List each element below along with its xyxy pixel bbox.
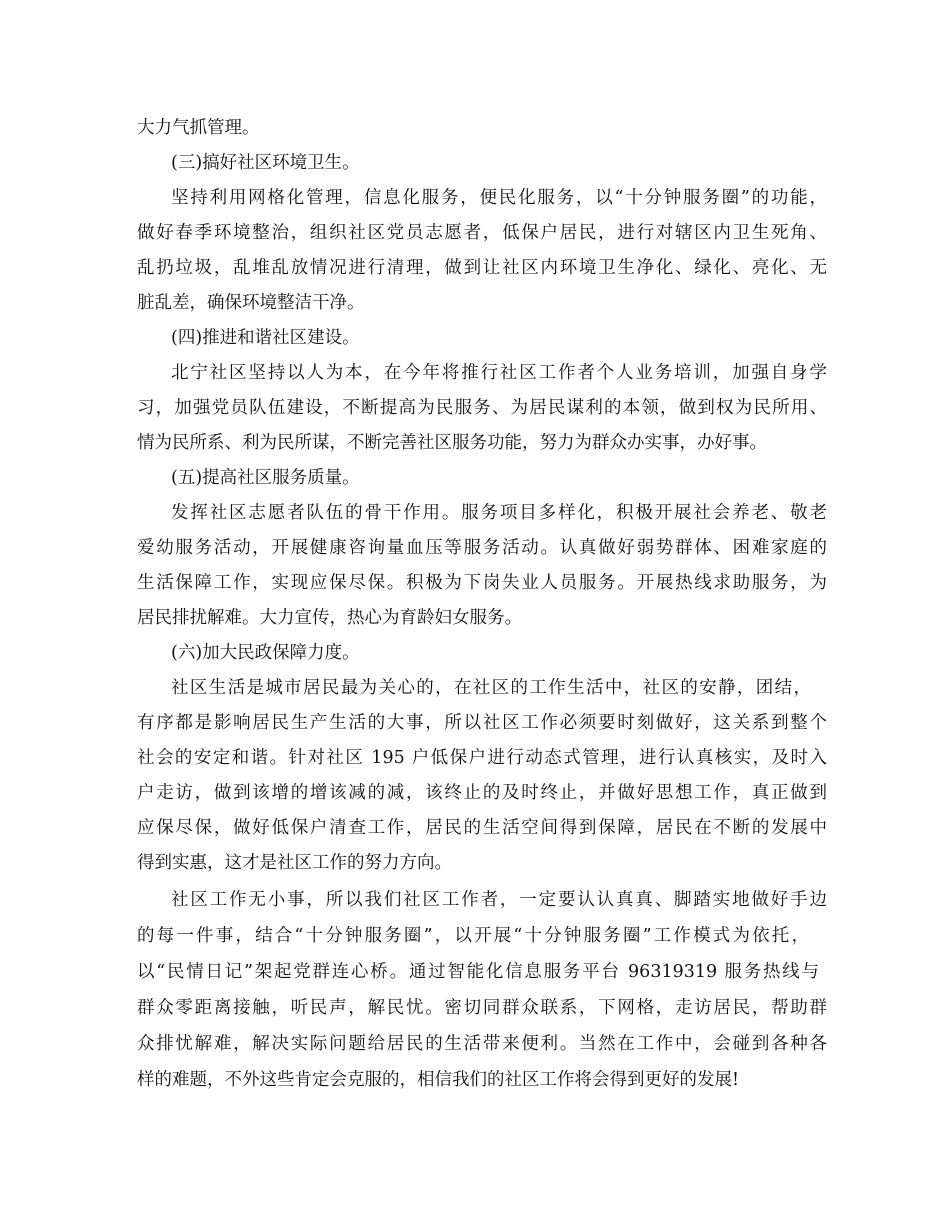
paragraph-line: 乱扔垃圾，乱堆乱放情况进行清理，做到让社区内环境卫生净化、绿化、亮化、无 xyxy=(137,258,827,278)
paragraph-line: 应保尽保，做好低保户清查工作，居民的生活空间得到保障，居民在不断的发展中 xyxy=(137,818,827,838)
section-heading: (五)提高社区服务质量。 xyxy=(171,468,360,488)
paragraph-line: 群众零距离接触，听民声，解民忧。密切同群众联系，下网格，走访居民，帮助群 xyxy=(137,998,827,1018)
paragraph-line: 发挥社区志愿者队伍的骨干作用。服务项目多样化，积极开展社会养老、敬老 xyxy=(171,503,827,523)
paragraph-line: 情为民所系、利为民所谋，不断完善社区服务功能，努力为群众办实事，办好事。 xyxy=(137,433,767,453)
paragraph-line: 得到实惠，这才是社区工作的努力方向。 xyxy=(137,853,452,873)
paragraph-line: 以“民情日记”架起党群连心桥。通过智能化信息服务平台 96319319 服务热线与 xyxy=(137,962,819,982)
section-heading: (四)推进和谐社区建设。 xyxy=(171,328,360,348)
paragraph-line: 爱幼服务活动，开展健康咨询量血压等服务活动。认真做好弱势群体、困难家庭的 xyxy=(137,538,827,558)
paragraph-line: 北宁社区坚持以人为本，在今年将推行社区工作者个人业务培训，加强自身学 xyxy=(171,363,827,383)
paragraph-line: 社区工作无小事，所以我们社区工作者，一定要认认真真、脚踏实地做好手边 xyxy=(171,890,827,910)
paragraph-line: 户走访，做到该增的增该减的减，该终止的及时终止，并做好思想工作，真正做到 xyxy=(137,783,827,803)
section-heading: (六)加大民政保障力度。 xyxy=(171,643,360,663)
paragraph-line: 做好春季环境整治，组织社区党员志愿者，低保户居民，进行对辖区内卫生死角、 xyxy=(137,223,827,243)
paragraph-line: 生活保障工作，实现应保尽保。积极为下岗失业人员服务。开展热线求助服务，为 xyxy=(137,573,827,593)
paragraph-line: 的每一件事，结合“十分钟服务圈”，以开展“十分钟服务圈”工作模式为依托， xyxy=(137,926,809,946)
paragraph-line: 有序都是影响居民生产生活的大事，所以社区工作必须要时刻做好，这关系到整个 xyxy=(137,713,827,733)
paragraph-line: 坚持利用网格化管理，信息化服务，便民化服务，以“十分钟服务圈”的功能， xyxy=(171,188,827,208)
paragraph-line: 习，加强党员队伍建设，不断提高为民服务、为居民谋利的本领，做到权为民所用、 xyxy=(137,398,827,418)
paragraph-line: 大力气抓管理。 xyxy=(137,118,260,138)
paragraph-line: 社区生活是城市居民最为关心的，在社区的工作生活中，社区的安静，团结， xyxy=(171,678,811,698)
paragraph-line: 样的难题，不外这些肯定会克服的，相信我们的社区工作将会得到更好的发展! xyxy=(137,1070,740,1090)
section-heading: (三)搞好社区环境卫生。 xyxy=(171,153,360,173)
paragraph-line: 脏乱差，确保环境整洁干净。 xyxy=(137,293,365,313)
paragraph-line: 居民排扰解难。大力宣传，热心为育龄妇女服务。 xyxy=(137,608,522,628)
paragraph-line: 众排忧解难，解决实际问题给居民的生活带来便利。当然在工作中，会碰到各种各 xyxy=(137,1034,827,1054)
paragraph-line: 社会的安定和谐。针对社区 195 户低保户进行动态式管理，进行认真核实，及时入 xyxy=(137,748,827,768)
